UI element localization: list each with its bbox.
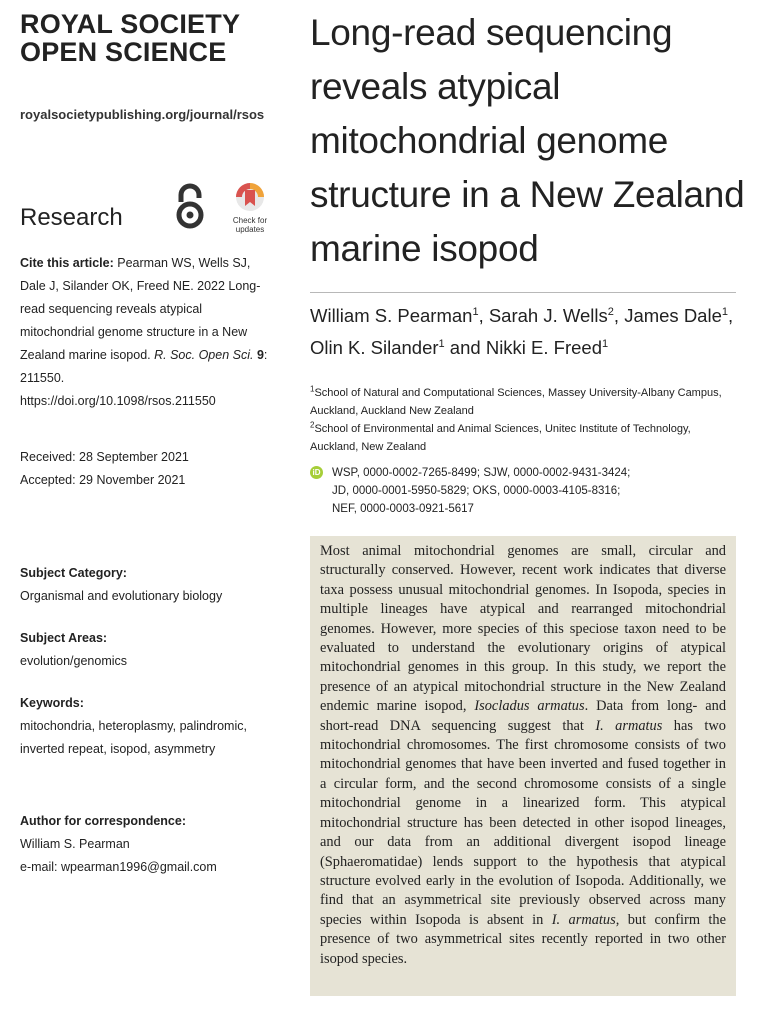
abstract-species: I. armatus <box>551 911 616 928</box>
keywords <box>20 692 272 761</box>
subject-category-label: Subject Category: <box>20 566 127 580</box>
citation-doi-link[interactable]: https://doi.org/10.1098/rsos.211550 <box>20 394 216 408</box>
abstract-box <box>310 536 736 996</box>
affiliation-text: School of Environmental and Animal Sciences, Unitec Institute of Technology, Auckland, New Zealand <box>310 423 691 453</box>
subject-areas-value: evolution/genomics <box>20 654 128 668</box>
dates-block <box>20 446 272 492</box>
author-affiliation-mark: 2 <box>607 305 614 318</box>
author-separator: , <box>478 305 489 326</box>
subject-areas <box>20 627 272 673</box>
received-date: Received: 28 September 2021 <box>20 450 189 464</box>
author-name: Nikki E. Freed <box>485 337 602 358</box>
orcid-icon: iD <box>310 466 323 479</box>
journal-name <box>20 10 240 66</box>
author-separator: and <box>444 337 486 358</box>
citation-volume: 9 <box>256 348 264 362</box>
check-for-updates-button[interactable] <box>226 182 274 240</box>
affiliation-mark: 2 <box>310 420 315 430</box>
subject-category <box>20 562 272 608</box>
accepted-date: Accepted: 29 November 2021 <box>20 473 186 487</box>
keywords-value: mitochondria, heteroplasmy, palindromic, inverted repeat, isopod, asymmetry <box>20 719 247 756</box>
orcid-line[interactable]: WSP, 0000-0002-7265-8499; SJW, 0000-0002-9431-3424; <box>332 467 631 479</box>
abstract-text: has two mitochondrial chromosomes. The first chromosome consists of two mitochondrial genomes that have been inverted and fused together in a circular form, and the second chromosome consists of a single mitochondrial genome in a linearized form. This atypical mitochondrial structure has been detected in other isopod lineages, and our data from an additional divergent isopod lineage (Sphaeromatidae) lends support to the hypothesis that atypical structure evolved early in the evolution of Isopoda. Additionally, we find that an asymmetrical site previously observed across many species within Isopoda is absent in <box>320 717 726 928</box>
journal-name-line1: ROYAL SOCIETY <box>20 9 241 39</box>
author-name: Sarah J. Wells <box>488 305 608 326</box>
correspondence-email[interactable]: e-mail: wpearman1996@gmail.com <box>20 860 217 874</box>
author-name: James Dale <box>624 305 722 326</box>
citation-text: Pearman WS, Wells SJ, Dale J, Silander OK, Freed NE. 2022 Long-read sequencing reveals atypical mitochondrial genome structure in a New Zealand marine isopod. <box>20 256 261 362</box>
orcid-line[interactable]: JD, 0000-0001-5950-5829; OKS, 0000-0003-4105-8316; <box>332 485 621 497</box>
author-affiliation-mark: 1 <box>602 337 609 350</box>
abstract-text: . Data from long- and short-read DNA sequencing suggest that <box>320 698 727 734</box>
journal-name-line2: OPEN SCIENCE <box>20 37 227 67</box>
affiliation-item <box>310 384 740 420</box>
author-separator: , <box>728 305 734 326</box>
affiliation-item <box>310 420 740 456</box>
check-for-updates-icon <box>235 182 265 214</box>
abstract-species: Isocladus armatus <box>474 698 585 715</box>
author-affiliation-mark: 1 <box>721 305 728 318</box>
section-label: Research <box>20 204 123 231</box>
citation-journal: R. Soc. Open Sci. <box>154 348 254 362</box>
keywords-label: Keywords: <box>20 696 84 710</box>
citation-block <box>20 252 272 413</box>
author-name: William S. Pearman <box>310 305 473 326</box>
author-name: Olin K. Silander <box>310 337 439 358</box>
affiliation-text: School of Natural and Computational Sciences, Massey University-Albany Campus, Auckland, Auckland New Zealand <box>310 387 722 417</box>
orcid-line[interactable]: NEF, 0000-0003-0921-5617 <box>332 503 474 515</box>
abstract-text: , but confirm the presence of two asymmetrical sites recently reported in two other isopod species. <box>320 911 726 967</box>
author-list <box>310 300 740 364</box>
check-for-updates-line1: Check for <box>232 216 268 225</box>
correspondence-label: Author for correspondence: <box>20 814 186 828</box>
affiliation-mark: 1 <box>310 384 315 394</box>
correspondence-name: William S. Pearman <box>20 837 130 851</box>
subject-areas-label: Subject Areas: <box>20 631 108 645</box>
abstract-species: I. armatus <box>595 717 663 734</box>
author-separator: , <box>613 305 625 326</box>
affiliations <box>310 384 740 456</box>
orcid-block <box>310 464 740 518</box>
journal-url-link[interactable]: royalsocietypublishing.org/journal/rsos <box>20 107 265 122</box>
citation-pages: : 211550. <box>20 348 268 385</box>
author-affiliation-mark: 1 <box>438 337 445 350</box>
article-title: Long-read sequencing reveals atypical mitochondrial genome structure in a New Zealand marine isopod <box>310 12 745 269</box>
citation-label: Cite this article: <box>20 256 114 270</box>
title-divider <box>310 292 736 293</box>
correspondence <box>20 810 272 879</box>
abstract-text: Most animal mitochondrial genomes are small, circular and structurally conserved. However, recent work indicates that diverse taxa possess unusual mitochondrial genomes. In Isopoda, species in multiple lineages have atypical and rearranged mitochondrial genomes. However, more species of this speciose taxon need to be evaluated to understand the evolutionary origins of atypical mitochondrial genomes in this group. In this study, we report the presence of an atypical mitochondrial structure in the New Zealand endemic marine isopod, <box>320 543 726 715</box>
check-for-updates-line2: updates <box>235 225 265 234</box>
open-access-icon <box>172 182 208 230</box>
author-affiliation-mark: 1 <box>472 305 479 318</box>
subject-category-value: Organismal and evolutionary biology <box>20 589 223 603</box>
